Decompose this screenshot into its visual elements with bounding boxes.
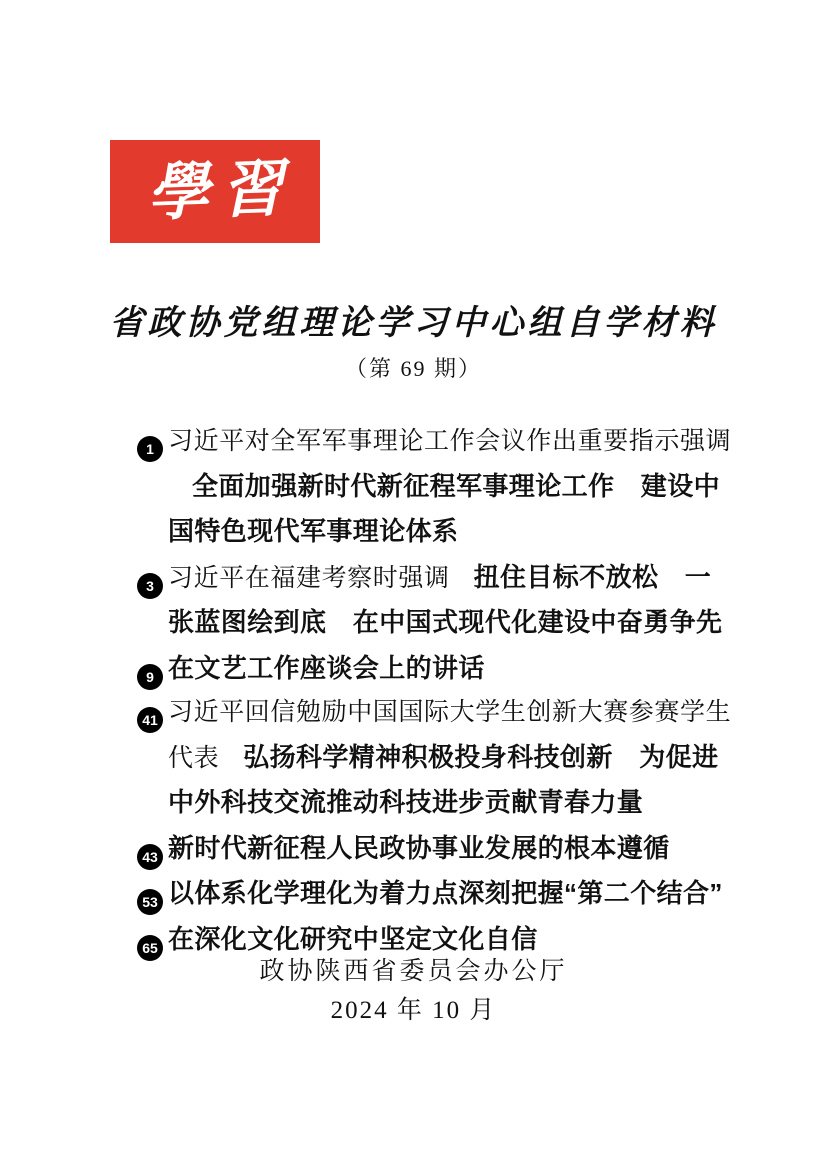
page-number-badge: 3 (137, 573, 163, 599)
toc-item-title: 扭住目标不放松 一张蓝图绘到底 在中国式现代化建设中奋勇争先 (168, 561, 723, 637)
toc-item-lead: 习近平回信勉励中国国际大学生创新大赛参赛学生代表 (168, 699, 732, 772)
toc-item (137, 873, 733, 919)
toc-item-title: 弘扬科学精神积极投身科技创新 为促进中外科技交流推动科技进步贡献青春力量 (168, 741, 719, 817)
toc-item (137, 828, 733, 874)
page-number-badge: 1 (137, 436, 163, 462)
toc-item-title: 全面加强新时代新征程军事理论工作 建设中国特色现代军事理论体系 (168, 470, 721, 546)
publication-date: 2024 年 10 月 (330, 997, 497, 1024)
page-number-badge: 41 (137, 707, 163, 733)
page-number-badge: 53 (137, 889, 163, 915)
masthead-banner (110, 140, 320, 243)
publisher: 政协陕西省委员会办公厅 (259, 958, 568, 985)
masthead-calligraphy: 學習 (145, 154, 297, 228)
toc-item (137, 422, 733, 557)
toc-item-lead: 习近平对全军军事理论工作会议作出重要指示强调 (168, 428, 732, 455)
toc-item (137, 693, 733, 828)
toc-item-title: 以体系化学理化为着力点深刻把握“第二个结合” (168, 878, 723, 908)
page-number-badge: 43 (137, 844, 163, 870)
toc-item-title: 新时代新征程人民政协事业发展的根本遵循 (168, 832, 670, 863)
page-number-badge: 65 (137, 935, 163, 961)
toc-item-lead: 习近平在福建考察时强调 (168, 564, 450, 592)
table-of-contents (137, 422, 733, 964)
issue-number: （第 69 期） (344, 356, 482, 381)
toc-item-title: 在深化文化研究中坚定文化自信 (168, 923, 538, 954)
toc-item-title: 在文艺工作座谈会上的讲话 (168, 652, 485, 683)
toc-item (137, 557, 733, 648)
toc-item (137, 648, 733, 694)
document-title: 省政协党组理论学习中心组自学材料 (109, 305, 718, 342)
page-number-badge: 9 (137, 664, 163, 690)
